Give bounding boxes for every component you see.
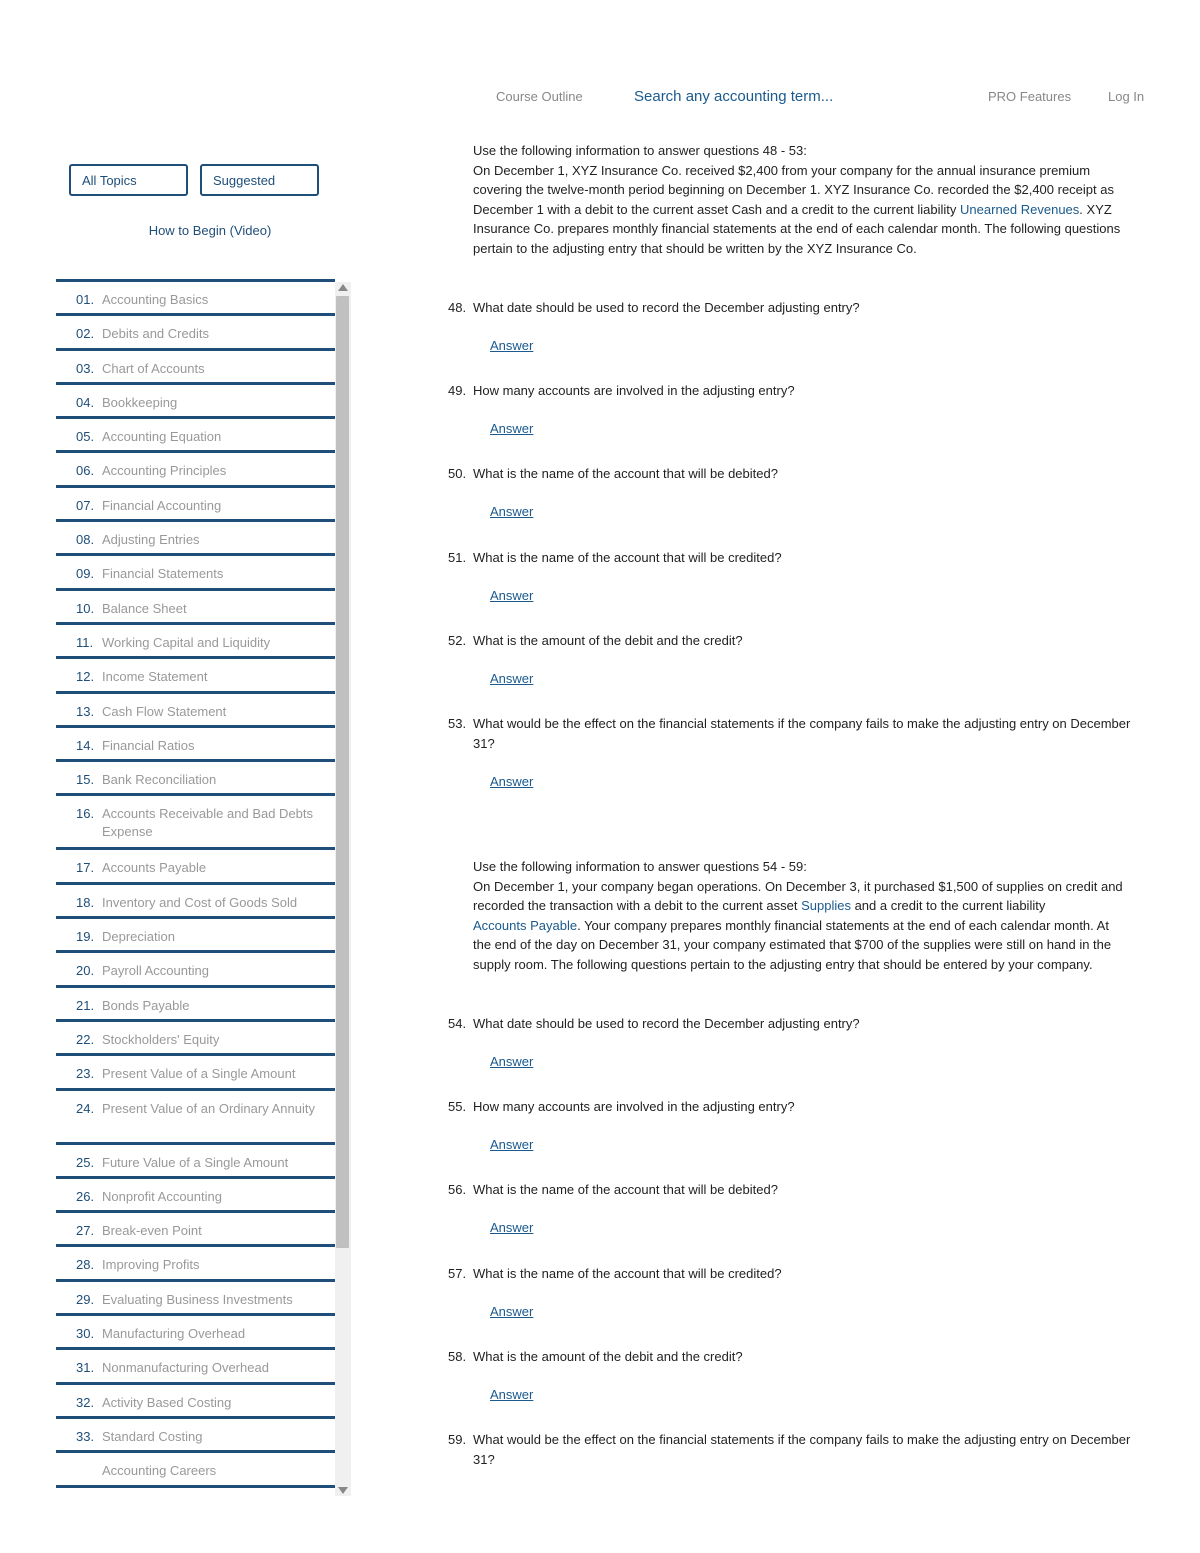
answer-link[interactable]: Answer [490,1220,534,1235]
topic-label: Present Value of an Ordinary Annuity [102,1100,315,1116]
question-number: 58. [448,1349,467,1364]
question-number: 48. [448,300,467,315]
topic-number: 17. [76,860,95,876]
topic-label: Accounting Principles [102,463,227,479]
question-number: 54. [448,1016,467,1031]
question-text: How many accounts are involved in the adjusting entry? [473,383,795,398]
intro-line: the end of the day on December 31, your company estimated that $700 of the supplies were still on hand in the [473,937,1112,953]
question-number: 52. [448,633,467,648]
intro-line: On December 1, XYZ Insurance Co. received $2,400 from your company for the annual insurance premium [473,162,1091,178]
intro-line: Accounts Payable. Your company prepares monthly financial statements at the end of each calendar month. At [473,917,1109,933]
question-text: What is the name of the account that will be debited? [473,1182,778,1197]
topic-label: Nonprofit Accounting [102,1188,222,1204]
login-link[interactable]: Log In [1108,89,1145,104]
topic-label: Break-even Point [102,1223,202,1239]
topic-label: Working Capital and Liquidity [102,634,271,650]
supplies-link[interactable]: Supplies [801,898,851,914]
answer-link[interactable]: Answer [490,1137,534,1152]
question-text: What is the name of the account that will be credited? [473,1266,782,1281]
question-number: 55. [448,1099,467,1114]
question-number: 56. [448,1182,467,1197]
answer-link[interactable]: Answer [490,671,534,686]
intro-line: covering the twelve-month period beginning on December 1. XYZ Insurance Co. recorded the $2,400 receipt as [473,182,1114,198]
question-item [448,714,1148,753]
topic-label: Manufacturing Overhead [102,1326,246,1342]
suggested-button[interactable]: Suggested [200,164,319,196]
topic-number: 06. [76,463,95,479]
topic-number: 07. [76,497,95,513]
topic-label: Depreciation [102,929,175,945]
question-text: How many accounts are involved in the adjusting entry? [473,1099,795,1114]
topic-number: 20. [76,963,95,979]
topic-number: 08. [76,532,95,548]
answer-link[interactable]: Answer [490,421,534,436]
topic-label: Accounts Payable [102,860,207,876]
question-item [448,298,1148,318]
question-text: What date should be used to record the December adjusting entry? [473,300,860,315]
course-outline-link[interactable]: Course Outline [496,89,583,104]
topic-number: 33. [76,1428,95,1444]
topic-number: 12. [76,669,95,685]
topic-label: Accounts Receivable and Bad Debts Expense [102,806,314,840]
question-item [448,381,1148,401]
topic-number: 05. [76,429,95,445]
question-number: 59. [448,1432,467,1447]
topic-label: Improving Profits [102,1257,200,1273]
topic-number: 18. [76,894,95,910]
intro-line: Insurance Co. prepares monthly financial statements at the end of each calendar month. The following questions [473,221,1121,237]
intro-block-48-53 [473,141,1148,259]
topic-label: Accounting Careers [102,1463,217,1479]
topic-number: 24. [76,1100,95,1116]
unearned-revenues-link[interactable]: Unearned Revenues [960,201,1080,217]
question-text: What is the amount of the debit and the credit? [473,633,743,648]
intro-heading: Use the following information to answer questions 54 - 59: [473,859,807,874]
topic-label: Financial Accounting [102,497,222,513]
answer-link[interactable]: Answer [490,774,534,789]
topic-label: Cash Flow Statement [102,703,227,719]
topic-label: Evaluating Business Investments [102,1291,293,1307]
question-text: What is the name of the account that will be debited? [473,466,778,481]
question-number: 53. [448,716,467,731]
topic-number: 14. [76,737,95,753]
answer-link[interactable]: Answer [490,1387,534,1402]
answer-link[interactable]: Answer [490,504,534,519]
question-item [448,464,1148,484]
question-number: 57. [448,1266,467,1281]
pro-features-link[interactable]: PRO Features [988,89,1072,104]
question-number: 50. [448,466,467,481]
question-text: What date should be used to record the December adjusting entry? [473,1016,860,1031]
topic-label: Bonds Payable [102,997,190,1013]
answer-link[interactable]: Answer [490,338,534,353]
intro-line: pertain to the adjusting entry that should be written by the XYZ Insurance Co. [473,240,917,256]
question-item [448,1264,1148,1284]
topic-number: 22. [76,1031,95,1047]
all-topics-button[interactable]: All Topics [69,164,188,196]
intro-block-54-59 [473,857,1148,975]
topic-number: 19. [76,929,95,945]
topic-number: 31. [76,1360,95,1376]
topic-label: Inventory and Cost of Goods Sold [102,894,298,910]
question-number: 49. [448,383,467,398]
topic-label: Payroll Accounting [102,963,209,979]
intro-line: recorded the transaction with a debit to the current asset Supplies and a credit to the current liability [473,898,1046,914]
search-input[interactable]: Search any accounting term... [634,88,834,105]
intro-line: supply room. The following questions pertain to the adjusting entry that should be entered by your company. [473,956,1093,972]
question-item [448,1097,1148,1117]
question-item [448,631,1148,651]
topic-label: Future Value of a Single Amount [102,1154,289,1170]
topic-label: Financial Ratios [102,737,195,753]
topic-number: 26. [76,1188,95,1204]
topic-label: Standard Costing [102,1428,203,1444]
question-item [448,1347,1148,1367]
topic-number: 32. [76,1394,95,1410]
topic-label: Activity Based Costing [102,1394,232,1410]
topic-label: Present Value of a Single Amount [102,1066,296,1082]
question-text: What would be the effect on the financial statements if the company fails to make the adjusting entry on December 31? [473,716,1131,751]
topic-number: 09. [76,566,95,582]
topic-number: 04. [76,394,95,410]
topic-label: Income Statement [102,669,208,685]
topic-number: 21. [76,997,95,1013]
topic-label: Financial Statements [102,566,224,582]
intro-heading: Use the following information to answer questions 48 - 53: [473,143,807,158]
question-text: What is the amount of the debit and the credit? [473,1349,743,1364]
topic-number: 03. [76,360,95,376]
topic-number: 28. [76,1257,95,1273]
topic-label: Debits and Credits [102,326,209,342]
question-text: What is the name of the account that will be credited? [473,550,782,565]
question-text: What would be the effect on the financial statements if the company fails to make the adjusting entry on December 31? [473,1432,1131,1467]
topic-label: Adjusting Entries [102,532,200,548]
question-item [448,548,1148,568]
topic-label: Bookkeeping [102,394,178,410]
answer-link[interactable]: Answer [490,1304,534,1319]
topic-number: 23. [76,1066,95,1082]
topic-number: 02. [76,326,95,342]
accounts-payable-link[interactable]: Accounts Payable [473,917,578,933]
topic-number: 10. [76,600,95,616]
answer-link[interactable]: Answer [490,588,534,603]
intro-line: December 1 with a debit to the current asset Cash and a credit to the current liability Unearned Revenues. XYZ [473,201,1112,217]
topic-number: 11. [76,634,94,650]
topic-label: Accounting Equation [102,429,222,445]
question-item [448,1180,1148,1200]
topic-label: Stockholders' Equity [102,1031,220,1047]
topic-label: Accounting Basics [102,292,209,307]
topic-number: 13. [76,703,95,719]
answer-link[interactable]: Answer [490,1054,534,1069]
question-item [448,1430,1148,1469]
topic-number: 15. [76,772,95,788]
intro-line: On December 1, your company began operations. On December 3, it purchased $1,500 of supplies on credit and [473,878,1123,894]
topic-number: 30. [76,1326,95,1342]
topic-number: 29. [76,1291,95,1307]
topic-number: 16. [76,806,95,822]
how-to-begin-video-link[interactable]: How to Begin (Video) [148,223,272,238]
topic-label: Chart of Accounts [102,360,205,376]
question-item [448,1014,1148,1034]
topic-number: 25. [76,1154,95,1170]
topic-number: 01. [76,292,95,307]
topic-label: Nonmanufacturing Overhead [102,1360,269,1376]
topic-number: 27. [76,1223,95,1239]
topic-label: Balance Sheet [102,600,187,616]
topic-label: Bank Reconciliation [102,772,217,788]
question-number: 51. [448,550,467,565]
